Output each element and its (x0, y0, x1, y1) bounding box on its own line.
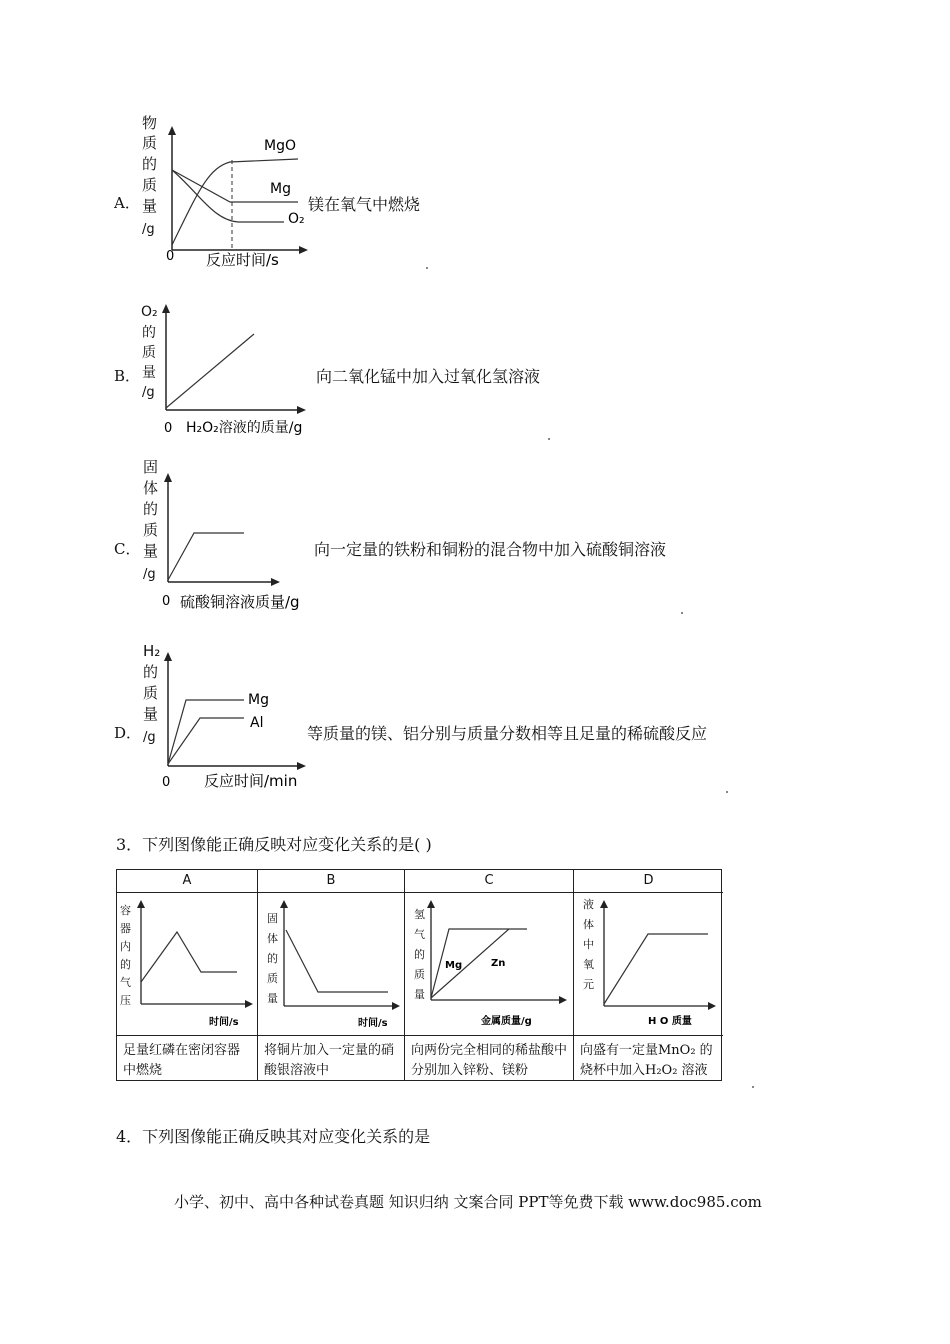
question-3-text: 3．下列图像能正确反映对应变化关系的是( ) (116, 835, 432, 854)
column-caption: 向两份完全相同的稀盐酸中分别加入锌粉、镁粉 (405, 1035, 573, 1082)
ylabel-char: 氧 (583, 958, 594, 971)
footer-text: 小学、初中、高中各种试卷真题 知识归纳 文案合同 PPT等免费下载 www.doc985.com (174, 1193, 762, 1211)
ylabel-char: 压 (120, 994, 131, 1007)
scan-speck (426, 267, 428, 269)
ylabel-char: /g (142, 222, 155, 237)
ylabel-char: 的 (142, 155, 158, 173)
ylabel-char: 质 (142, 176, 158, 194)
ylabel-char: 量 (143, 542, 159, 560)
ylabel-char: 的 (143, 500, 159, 518)
column-caption: 足量红磷在密闭容器中燃烧 (117, 1035, 257, 1082)
table-column-a (117, 870, 257, 1080)
ylabel-char: 质 (414, 968, 425, 981)
ylabel-char: 中 (583, 938, 594, 951)
ylabel-char: /g (143, 730, 156, 745)
column-caption: 向盛有一定量MnO₂ 的烧杯中加入H₂O₂ 溶液 (574, 1035, 723, 1082)
ylabel-char: 气 (414, 928, 425, 941)
table-column-c (404, 870, 573, 1080)
ylabel-char: 液 (583, 898, 594, 911)
table-column-d (573, 870, 723, 1080)
xlabel: 金属质量/g (481, 1016, 532, 1027)
ylabel-char: 气 (120, 976, 131, 989)
ylabel-char: 体 (583, 918, 594, 931)
ylabel-char: 质 (142, 134, 158, 152)
ylabel-char: 的 (143, 663, 159, 681)
column-head: A (117, 870, 257, 893)
scan-speck (681, 612, 683, 614)
option-a-description: 镁在氧气中燃烧 (308, 195, 421, 214)
column-head: C (405, 870, 573, 893)
column-d-graph (574, 892, 724, 1035)
ylabel-char: 质 (142, 345, 156, 361)
curve-label-mgo: MgO (264, 138, 296, 154)
ylabel-char: 的 (142, 325, 156, 341)
column-head: D (574, 870, 723, 893)
ylabel-char: /g (142, 385, 155, 400)
question-3-table (116, 869, 722, 1081)
curve-label-o2: O₂ (288, 211, 305, 227)
column-caption: 将铜片加入一定量的硝酸银溶液中 (258, 1035, 404, 1082)
column-c-graph (405, 892, 574, 1035)
curve-label-zn: Zn (491, 958, 506, 969)
scan-speck (548, 438, 550, 440)
table-column-b (257, 870, 404, 1080)
option-c-graph (138, 455, 318, 615)
curve-label-al: Al (250, 715, 264, 731)
option-b-letter: B． (114, 367, 141, 385)
ylabel-char: 氢 (414, 908, 425, 921)
origin-label: 0 (162, 594, 171, 609)
ylabel-char: H₂ (143, 642, 161, 660)
xlabel: 时间/s (209, 1017, 239, 1028)
ylabel-char: 质 (267, 972, 278, 985)
option-a-graph (138, 112, 308, 272)
option-c-description: 向一定量的铁粉和铜粉的混合物中加入硫酸铜溶液 (314, 540, 667, 559)
curve-label-mg: Mg (445, 960, 463, 971)
xlabel: 反应时间/s (206, 251, 279, 269)
ylabel-char: 量 (267, 992, 278, 1005)
option-c-letter: C． (114, 540, 141, 558)
column-a-graph (117, 892, 257, 1035)
option-d-description: 等质量的镁、铝分别与质量分数相等且足量的稀硫酸反应 (307, 724, 708, 743)
ylabel-char: 物 (142, 114, 158, 132)
ylabel-char: 的 (414, 948, 425, 961)
curve-label-mg: Mg (270, 181, 291, 197)
origin-label: 0 (164, 421, 173, 436)
xlabel: H O 质量 (648, 1016, 692, 1027)
xlabel: 硫酸铜溶液质量/g (180, 593, 300, 611)
option-b-graph (138, 300, 318, 445)
ylabel-char: O₂ (141, 304, 158, 320)
origin-label: 0 (166, 249, 175, 264)
scan-speck (752, 1086, 754, 1088)
option-d-graph (138, 640, 318, 795)
ylabel-char: 量 (143, 705, 159, 723)
ylabel-char: 质 (143, 521, 159, 539)
xlabel: H₂O₂溶液的质量/g (186, 420, 303, 436)
xlabel: 反应时间/min (204, 772, 298, 790)
ylabel-char: 固 (143, 458, 159, 476)
ylabel-char: 器 (120, 922, 131, 935)
ylabel-char: 的 (267, 952, 278, 965)
ylabel-char: 量 (142, 197, 158, 215)
ylabel-char: 质 (143, 684, 159, 702)
ylabel-char: 元 (583, 978, 594, 991)
option-b-description: 向二氧化锰中加入过氧化氢溶液 (316, 367, 541, 386)
ylabel-char: /g (143, 567, 156, 582)
xlabel: 时间/s (358, 1018, 388, 1029)
curve-label-mg: Mg (248, 692, 269, 708)
origin-label: 0 (162, 775, 171, 790)
question-4-text: 4．下列图像能正确反映其对应变化关系的是 (116, 1127, 431, 1146)
ylabel-char: 体 (267, 932, 278, 945)
ylabel-char: 内 (120, 940, 131, 953)
ylabel-char: 容 (120, 904, 131, 917)
ylabel-char: 的 (120, 958, 131, 971)
option-d-letter: D． (114, 724, 142, 742)
ylabel-char: 体 (143, 479, 159, 497)
ylabel-char: 量 (142, 365, 156, 381)
ylabel-char: 量 (414, 988, 425, 1001)
option-a-letter: A． (114, 194, 140, 212)
ylabel-char: 固 (267, 912, 278, 925)
scan-speck (726, 791, 728, 793)
column-b-graph (258, 892, 405, 1035)
column-head: B (258, 870, 404, 893)
